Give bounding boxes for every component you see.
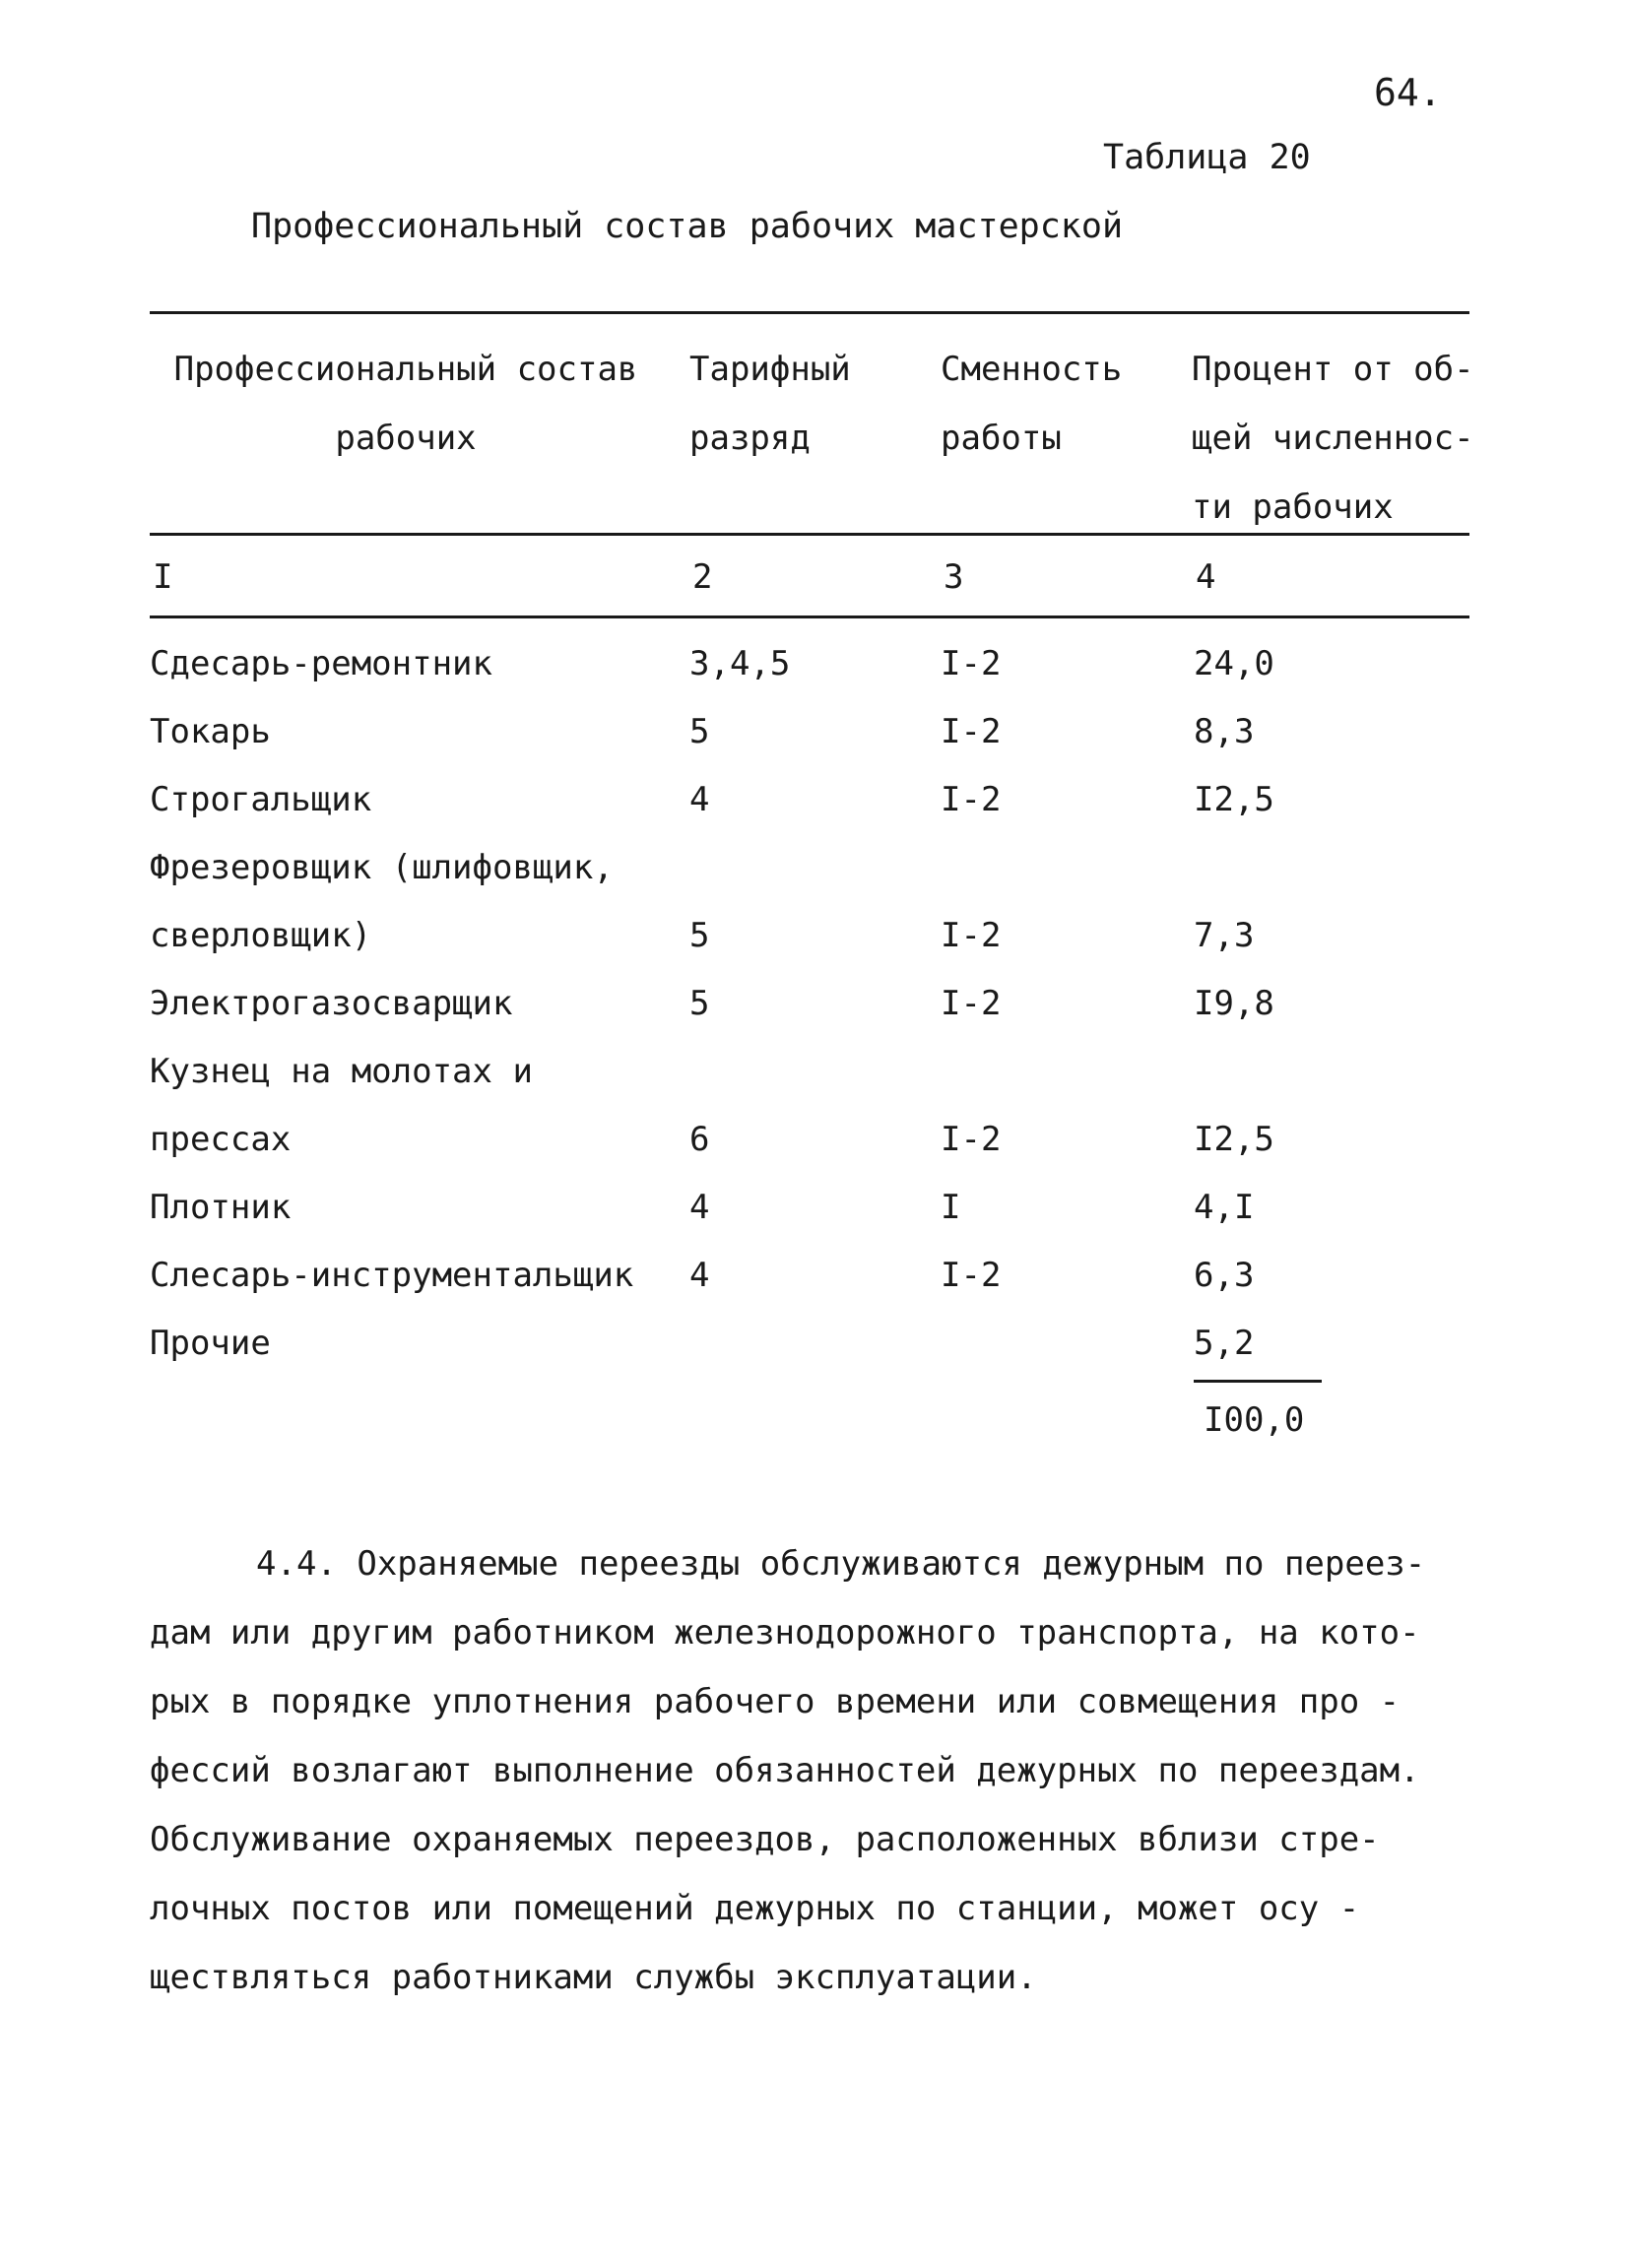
header-line: Тарифный bbox=[689, 350, 851, 389]
cell-percent: 4,I bbox=[1194, 1188, 1255, 1227]
cell-percent: I2,5 bbox=[1194, 1120, 1274, 1159]
cell-percent: 8,3 bbox=[1194, 712, 1255, 751]
cell-shift: I-2 bbox=[941, 1120, 1002, 1159]
cell-grade: 4 bbox=[689, 1188, 710, 1227]
cell-percent: 5,2 bbox=[1194, 1324, 1255, 1363]
header-line: ти рабочих bbox=[1192, 487, 1394, 527]
header-bottom-rule bbox=[150, 533, 1469, 536]
header-line: Процент от об- bbox=[1192, 350, 1474, 389]
cell-profession: сверловщик) bbox=[150, 916, 372, 955]
cell-profession: Токарь bbox=[150, 712, 271, 751]
cell-grade: 5 bbox=[689, 712, 710, 751]
cell-shift: I-2 bbox=[941, 916, 1002, 955]
cell-shift: I bbox=[941, 1188, 961, 1227]
cell-grade: 3,4,5 bbox=[689, 644, 791, 683]
header-shift bbox=[941, 335, 1122, 473]
header-percent bbox=[1192, 335, 1474, 542]
cell-percent: 6,3 bbox=[1194, 1256, 1255, 1295]
paragraph-line: ществляться работниками службы эксплуатации. bbox=[150, 1958, 1037, 1997]
header-line: разряд bbox=[689, 419, 811, 458]
total-value: I00,0 bbox=[1204, 1400, 1305, 1440]
table-top-rule bbox=[150, 311, 1469, 314]
cell-profession: Сдесарь-ремонтник bbox=[150, 644, 492, 683]
cell-profession: Слесарь-инструментальщик bbox=[150, 1256, 634, 1295]
page-number: 64. bbox=[1374, 71, 1442, 114]
header-line: рабочих bbox=[335, 419, 477, 458]
column-number: 3 bbox=[944, 557, 964, 597]
cell-profession: Строгальщик bbox=[150, 780, 372, 819]
cell-profession: Фрезеровщик (шлифовщик, bbox=[150, 848, 614, 887]
cell-shift: I-2 bbox=[941, 984, 1002, 1023]
column-number: 4 bbox=[1196, 557, 1216, 597]
cell-shift: I-2 bbox=[941, 644, 1002, 683]
paragraph-line: лочных постов или помещений дежурных по станции, может осу - bbox=[150, 1889, 1360, 1928]
cell-profession: Электрогазосварщик bbox=[150, 984, 513, 1023]
cell-profession: Прочие bbox=[150, 1324, 271, 1363]
paragraph-line: 4.4. Охраняемые переезды обслуживаются дежурным по переез- bbox=[256, 1544, 1426, 1584]
cell-grade: 6 bbox=[689, 1120, 710, 1159]
cell-grade: 5 bbox=[689, 984, 710, 1023]
cell-profession: Кузнец на молотах и bbox=[150, 1052, 533, 1091]
header-line: работы bbox=[941, 419, 1062, 458]
cell-percent: 7,3 bbox=[1194, 916, 1255, 955]
column-number: I bbox=[153, 557, 173, 597]
header-line: щей численнос- bbox=[1192, 419, 1474, 458]
cell-percent: 24,0 bbox=[1194, 644, 1274, 683]
cell-shift: I-2 bbox=[941, 780, 1002, 819]
column-numbers-rule bbox=[150, 616, 1469, 618]
total-rule bbox=[1194, 1380, 1322, 1383]
cell-shift: I-2 bbox=[941, 712, 1002, 751]
table-label: Таблица 20 bbox=[1103, 138, 1311, 177]
cell-profession: прессах bbox=[150, 1120, 292, 1159]
paragraph-line: фессий возлагают выполнение обязанностей дежурных по переездам. bbox=[150, 1751, 1420, 1790]
table-title: Профессиональный состав рабочих мастерской bbox=[251, 207, 1124, 246]
section-paragraph bbox=[150, 1529, 1479, 2012]
cell-profession: Плотник bbox=[150, 1188, 292, 1227]
column-number: 2 bbox=[692, 557, 713, 597]
cell-grade: 4 bbox=[689, 1256, 710, 1295]
paragraph-line: дам или другим работником железнодорожного транспорта, на кото- bbox=[150, 1613, 1420, 1652]
header-line: Сменность bbox=[941, 350, 1123, 389]
cell-grade: 4 bbox=[689, 780, 710, 819]
cell-grade: 5 bbox=[689, 916, 710, 955]
cell-percent: I9,8 bbox=[1194, 984, 1274, 1023]
cell-percent: I2,5 bbox=[1194, 780, 1274, 819]
header-line: Профессиональный состав bbox=[173, 350, 638, 389]
header-grade bbox=[689, 335, 851, 473]
header-profession bbox=[150, 335, 662, 473]
paragraph-line: рых в порядке уплотнения рабочего времени или совмещения про - bbox=[150, 1682, 1401, 1721]
paragraph-line: Обслуживание охраняемых переездов, расположенных вблизи стре- bbox=[150, 1820, 1380, 1859]
cell-shift: I-2 bbox=[941, 1256, 1002, 1295]
